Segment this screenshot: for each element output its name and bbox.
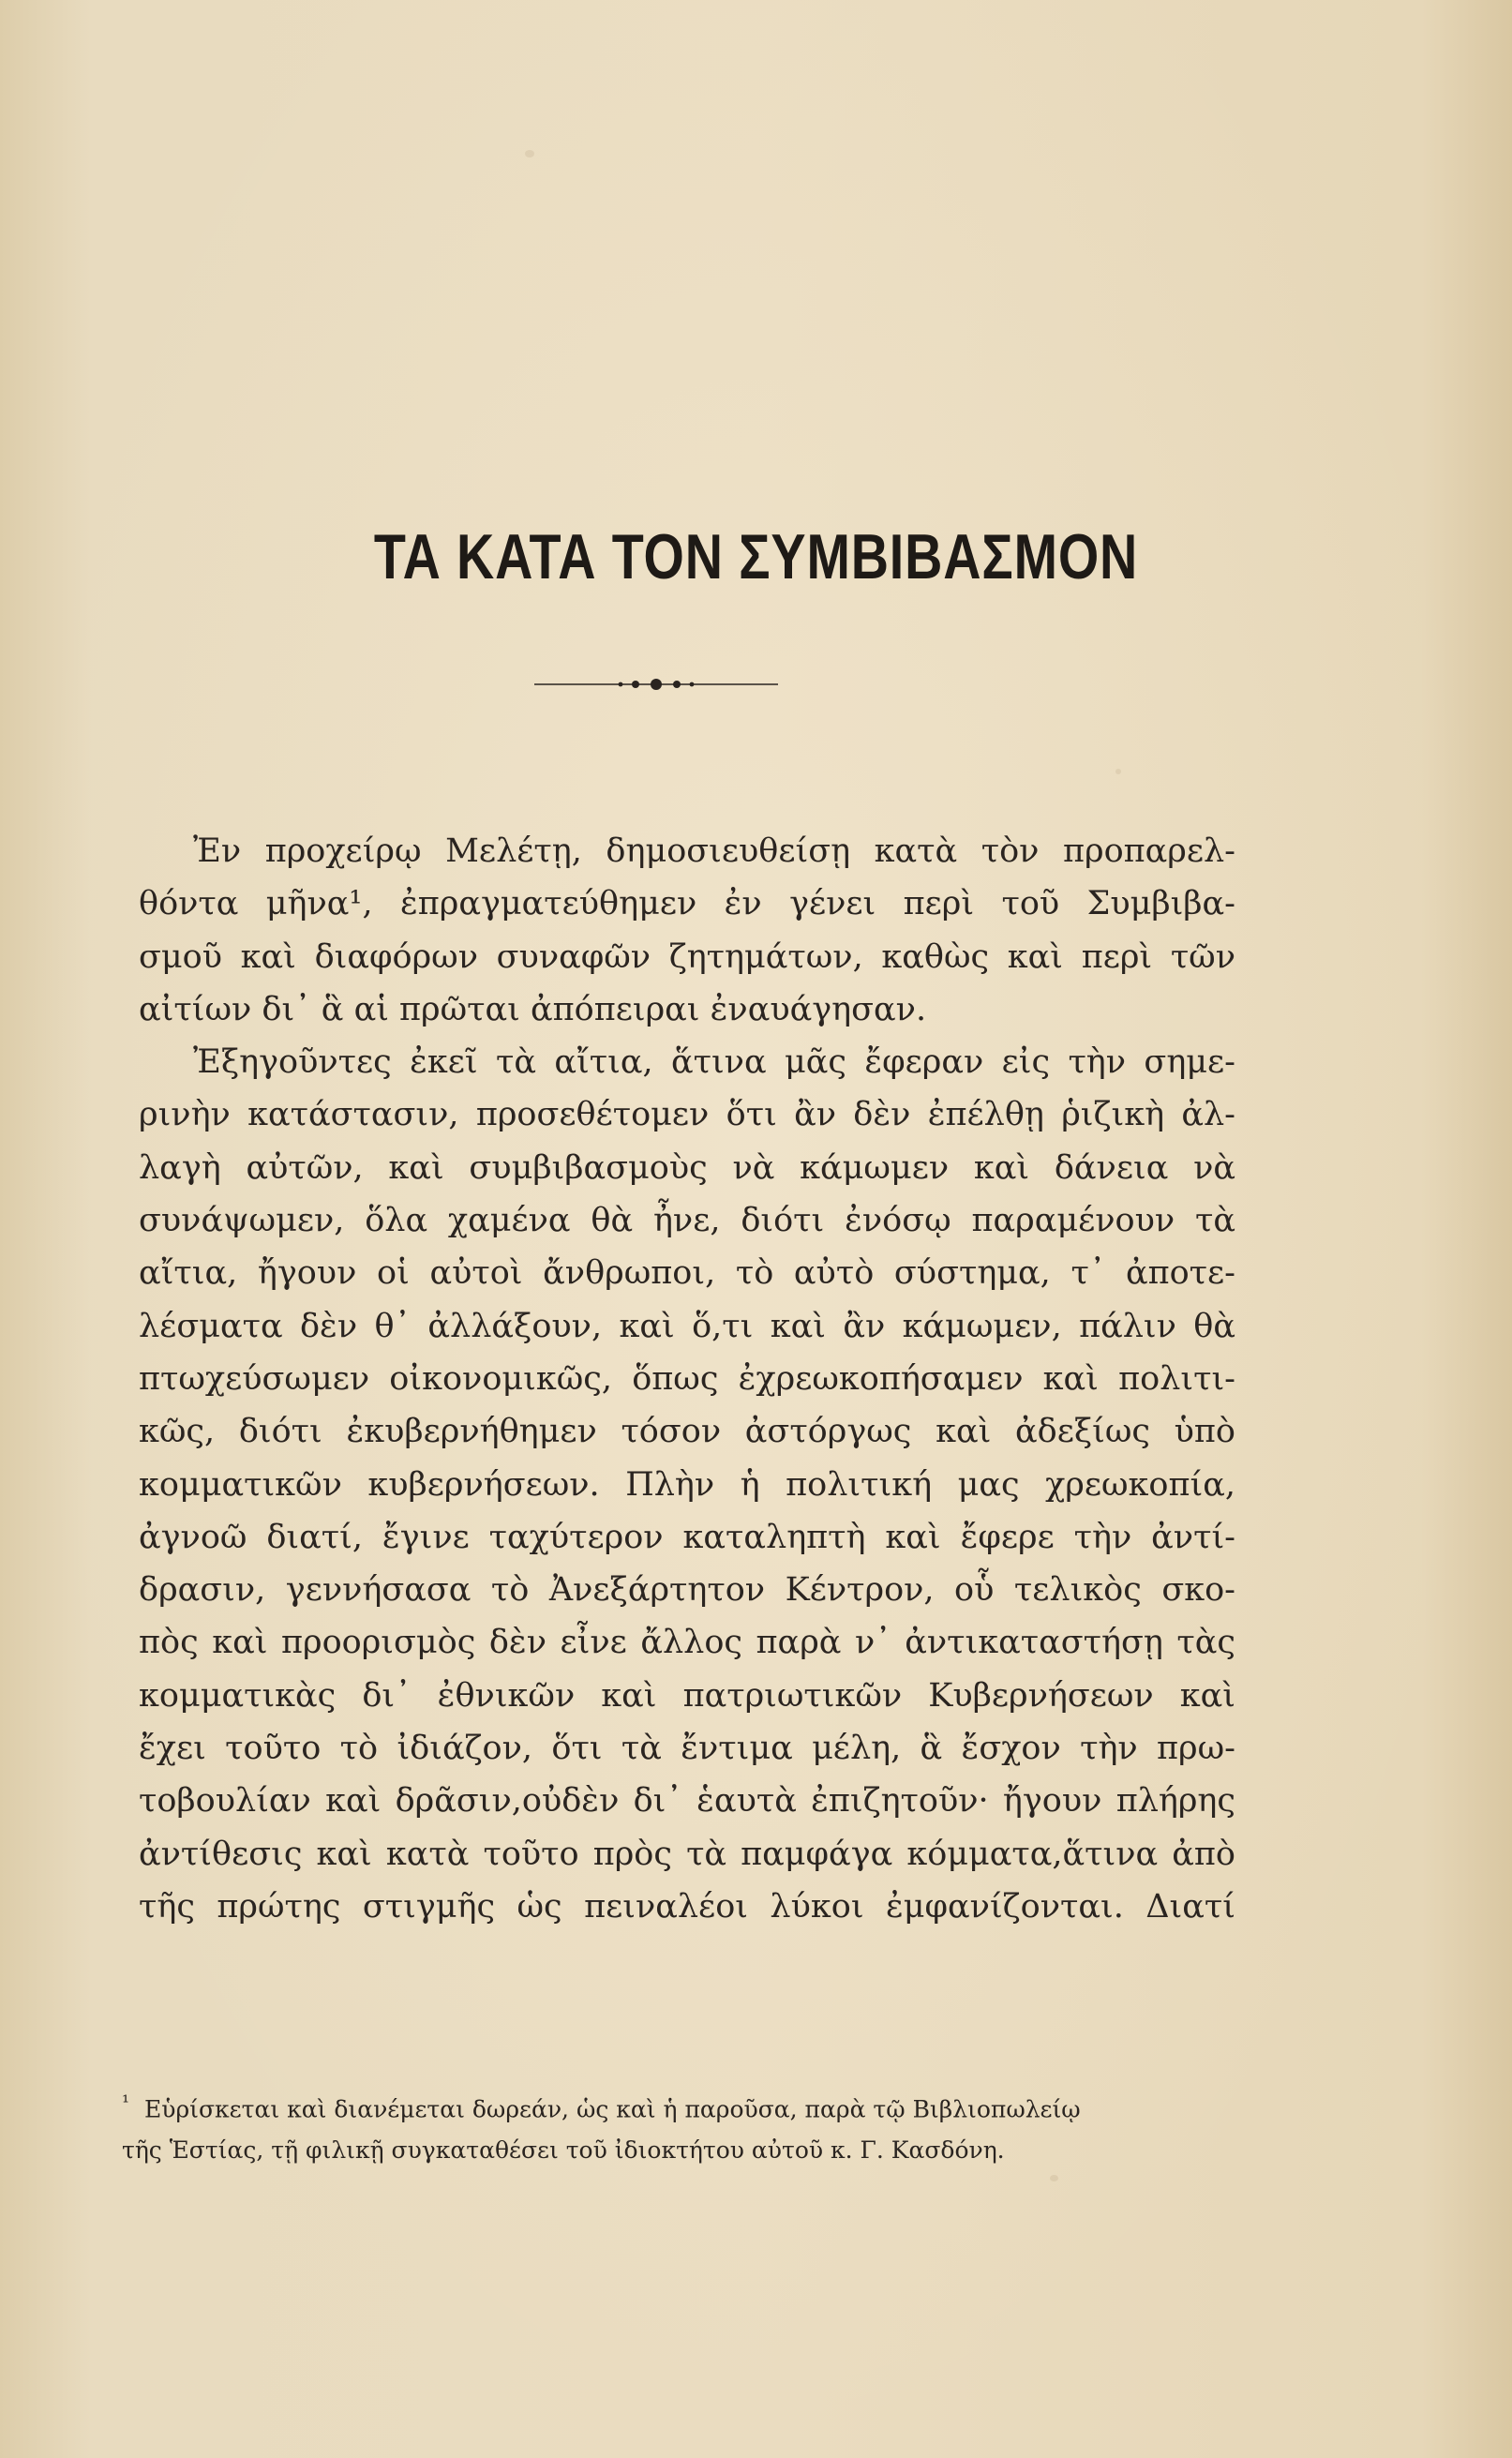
paper-stain <box>1115 769 1121 774</box>
text-line: αἰτίων δι᾽ ἃ αἱ πρῶται ἀπόπειραι ἐναυάγησαν. <box>139 990 927 1028</box>
text-line: ἀγνοῶ διατί, ἔγινε ταχύτερον καταληπτὴ καὶ ἔφερε τὴν ἀντί- <box>139 1518 1235 1556</box>
text-line: Ἐν προχείρῳ Μελέτῃ, δημοσιευθείσῃ κατὰ τὸν προπαρελ- <box>193 832 1235 870</box>
text-line: πτωχεύσωμεν οἰκονομικῶς, ὅπως ἐχρεωκοπήσαμεν καὶ πολιτι- <box>139 1359 1235 1398</box>
text-line: ἔχει τοῦτο τὸ ἰδιάζον, ὅτι τὰ ἔντιμα μέλη, ἃ ἔσχον τὴν πρω- <box>139 1730 1235 1768</box>
text-line: τοβουλίαν καὶ δρᾶσιν,οὐδὲν δι᾽ ἑαυτὰ ἐπιζητοῦν· ἤγουν πλήρης <box>139 1782 1235 1821</box>
text-line: σμοῦ καὶ διαφόρων συναφῶν ζητημάτων, καθὼς καὶ περὶ τῶν <box>139 937 1235 976</box>
text-line: λέσματα δὲν θ᾽ ἀλλάξουν, καὶ ὅ,τι καὶ ἂν κάμωμεν, πάλιν θὰ <box>139 1307 1235 1345</box>
text-line: κομματικῶν κυβερνήσεων. Πλὴν ἡ πολιτική μας χρεωκοπία, <box>139 1465 1235 1504</box>
footnote-text: Εὑρίσκεται καὶ διανέμεται δωρεάν, ὡς καὶ ἡ παροῦσα, παρὰ τῷ Βιβλιοπωλείῳ <box>144 2095 1081 2123</box>
text-line: κομματικὰς δι᾽ ἐθνικῶν καὶ πατριωτικῶν Κυβερνήσεων καὶ <box>139 1676 1235 1715</box>
text-line: λαγὴ αὐτῶν, καὶ συμβιβασμοὺς νὰ κάμωμεν καὶ δάνεια νὰ <box>139 1148 1235 1187</box>
paper-stain <box>525 150 534 157</box>
text-line: αἴτια, ἤγουν οἱ αὐτοὶ ἄνθρωποι, τὸ αὐτὸ σύστημα, τ᾽ ἀποτε- <box>139 1254 1235 1293</box>
text-line: ρινὴν κατάστασιν, προσεθέτομεν ὅτι ἂν δὲν ἐπέλθῃ ῥιζικὴ ἀλ- <box>139 1096 1235 1134</box>
footnote-line: τῆς Ἑστίας, τῇ φιλικῇ συγκαταθέσει τοῦ ἰδιοκτήτου αὐτοῦ κ. Γ. Κασδόνη. <box>122 2136 1005 2165</box>
text-line: πὸς καὶ προορισμὸς δὲν εἶνε ἄλλος παρὰ ν᾽ ἀντικαταστήσῃ τὰς <box>139 1624 1235 1662</box>
text-line: δρασιν, γεννήσασα τὸ Ἀνεξάρτητον Κέντρον, οὗ τελικὸς σκο- <box>139 1571 1235 1610</box>
footnote-mark: ¹ <box>122 2091 130 2113</box>
text-line: κῶς, διότι ἐκυβερνήθημεν τόσον ἀστόργως καὶ ἀδεξίως ὑπὸ <box>139 1413 1235 1451</box>
ornament-divider <box>534 673 778 696</box>
footnote <box>122 2081 1228 2171</box>
footnote-line <box>122 2081 1228 2130</box>
paper-stain <box>1050 2175 1058 2181</box>
body-text <box>139 825 1235 1933</box>
text-line: Ἐξηγοῦντες ἐκεῖ τὰ αἴτια, ἅτινα μᾶς ἔφεραν εἰς τὴν σημε- <box>193 1043 1235 1082</box>
text-line: θόντα μῆνα¹, ἐπραγματεύθημεν ἐν γένει περὶ τοῦ Συμβιβα- <box>139 885 1235 923</box>
text-line: συνάψωμεν, ὅλα χαμένα θὰ ἦνε, διότι ἐνόσῳ παραμένουν τὰ <box>139 1202 1235 1240</box>
chapter-title: ΤΑ ΚΑΤΑ ΤΟΝ ΣΥΜΒΙΒΑΣΜΟΝ <box>373 521 1139 592</box>
text-line: τῆς πρώτης στιγμῆς ὡς πειναλέοι λύκοι ἐμφανίζονται. Διατί <box>139 1887 1235 1926</box>
text-line: ἀντίθεσις καὶ κατὰ τοῦτο πρὸς τὰ παμφάγα κόμματα,ἅτινα ἀπὸ <box>139 1835 1235 1873</box>
